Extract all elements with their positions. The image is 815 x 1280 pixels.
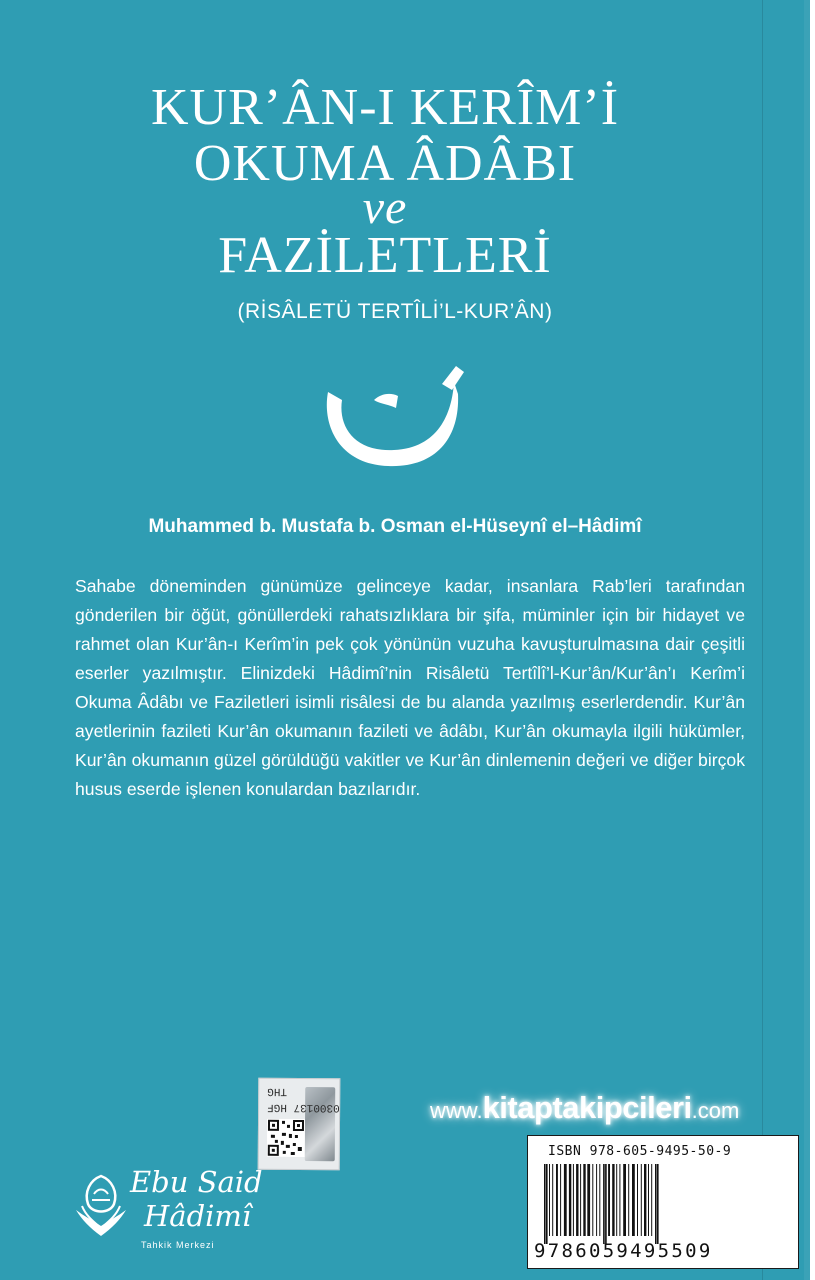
arabic-nun-letter-icon [318, 364, 468, 474]
publisher-name-line-2: Hâdimî [144, 1199, 252, 1233]
book-description: Sahabe döneminden günümüze gelinceye kadar, insanlara Rab’leri tarafından gönderilen bir öğüt, gönüllerdeki rahatsızlıklara bir şifa, müminler için bir hidayet ve rahmet olan Kur’ân-ı Kerîm’in pek çok yönünün vuzuha kavuşturulmasına dair çeşitli eserler yazılmıştır. Elinizdeki Hâdimî’nin Risâletü Tertîlî’l-Kur’ân/Kur’ân’ı Kerîm’i Okuma Âdâbı ve Faziletleri isimli risâlesi de bu alanda yazılmış eserlerdendir. Kur’ân ayetlerinin fazileti Kur’ân okumanın fazileti ve âdâbı, Kur’ân okumayla ilgili hükümler, Kur’ân okumanın güzel görüldüğü vakitler ve Kur’ân dinlemenin değeri ve diğer birçok husus eserde işlenen konulardan bazılarıdır. [75, 576, 745, 799]
publisher-subtitle: Tahkik Merkezi [141, 1240, 215, 1250]
author-name: Muhammed b. Mustafa b. Osman el-Hüseynî el–Hâdimî [148, 516, 642, 537]
isbn-barcode-box [527, 1135, 799, 1269]
book-subtitle: (RİSÂLETÜ TERTÎLİ’L-KUR’ÂN) [237, 300, 553, 323]
barcode-digits: 9786059495509 [534, 1240, 713, 1262]
website-suffix: .com [691, 1098, 740, 1123]
title-line-1: KUR’ÂN-I KERÎM’İ [150, 79, 620, 136]
website-url [430, 1090, 739, 1126]
title-line-2: OKUMA ÂDÂBI [193, 135, 577, 192]
title-line-3: ve [362, 181, 408, 234]
sticker-code-line-1: THG [267, 1084, 288, 1097]
barcode-icon [542, 1164, 786, 1244]
publisher-logo-icon [72, 1170, 130, 1240]
sticker-code-line-2: 0300137 HGF [267, 1100, 340, 1114]
title-line-4: FAZİLETLERİ [218, 227, 552, 284]
isbn-label: ISBN 978-605-9495-50-9 [548, 1144, 732, 1159]
website-domain: kitaptakipcileri [482, 1090, 692, 1125]
qr-code-icon [267, 1119, 305, 1157]
cover-edge [804, 0, 810, 1280]
hologram-strip [305, 1087, 336, 1161]
security-sticker [258, 1078, 341, 1171]
publisher-name [130, 1165, 280, 1233]
website-prefix: www. [430, 1098, 483, 1123]
publisher-name-line-1: Ebu Said [130, 1165, 263, 1199]
